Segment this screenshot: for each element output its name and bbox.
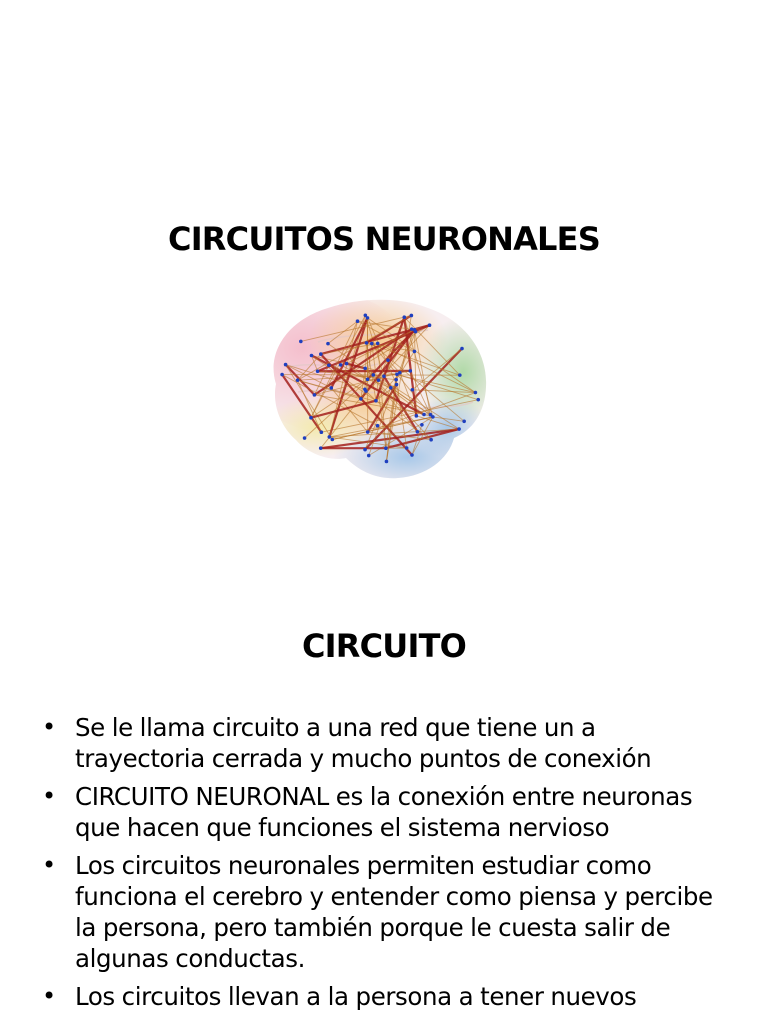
bullet-icon: • xyxy=(42,851,56,879)
network-node xyxy=(328,435,332,439)
bullet-icon: • xyxy=(42,713,56,741)
network-node xyxy=(386,358,390,362)
network-node xyxy=(331,438,335,442)
network-node xyxy=(410,453,414,457)
slide-title: CIRCUITOS NEURONALES xyxy=(168,220,600,258)
network-node xyxy=(280,373,284,377)
network-node xyxy=(416,430,420,434)
network-node xyxy=(395,383,399,387)
network-node xyxy=(429,438,433,442)
network-node xyxy=(429,413,433,417)
network-node xyxy=(408,369,412,373)
network-node xyxy=(428,323,432,327)
bullet-icon: • xyxy=(42,982,56,1010)
network-node xyxy=(413,350,417,354)
bullet-item xyxy=(42,712,732,774)
network-node xyxy=(363,387,367,391)
network-node xyxy=(326,342,330,346)
network-node xyxy=(411,388,415,392)
slide-title: CIRCUITO xyxy=(301,627,467,665)
network-node xyxy=(319,446,323,450)
network-node xyxy=(365,341,369,345)
network-node xyxy=(415,414,419,418)
network-node xyxy=(345,362,349,366)
bullet-icon: • xyxy=(42,782,56,810)
network-node xyxy=(398,371,402,375)
bullet-list xyxy=(42,712,732,1019)
network-node xyxy=(405,446,409,450)
network-node xyxy=(299,340,303,344)
network-node xyxy=(410,327,414,331)
network-node xyxy=(370,342,374,346)
network-node xyxy=(376,342,380,346)
network-node xyxy=(377,378,381,382)
network-node xyxy=(457,427,461,431)
network-node xyxy=(420,423,424,427)
network-node xyxy=(313,393,317,397)
bullet-item xyxy=(42,781,732,843)
bullet-text: Los circuitos llevan a la persona a tener nuevos xyxy=(75,982,637,1011)
network-node xyxy=(359,397,363,401)
network-node xyxy=(356,319,360,323)
network-node xyxy=(316,369,320,373)
network-node xyxy=(310,354,314,358)
content-slide xyxy=(0,576,768,1024)
network-node xyxy=(363,448,367,452)
network-node xyxy=(372,373,376,377)
network-node xyxy=(284,363,288,367)
network-node xyxy=(402,315,406,319)
network-node xyxy=(414,330,418,334)
network-node xyxy=(422,413,426,417)
bullet-item xyxy=(42,850,732,974)
network-node xyxy=(374,399,378,403)
network-node xyxy=(474,391,478,395)
bullet-item xyxy=(42,981,732,1012)
bullet-text: CIRCUITO NEURONAL es la conexión entre neuronas que hacen que funciones el sistema nervioso xyxy=(75,782,693,842)
network-node xyxy=(319,352,323,356)
brain-network-image xyxy=(258,292,494,484)
network-node xyxy=(376,424,380,428)
network-node xyxy=(366,378,370,382)
brain-surface xyxy=(258,292,494,484)
network-node xyxy=(367,454,371,458)
network-node xyxy=(389,386,393,390)
network-node xyxy=(462,420,466,424)
bullet-text: Los circuitos neuronales permiten estudiar como funciona el cerebro y entender como piensa y percibe la persona, pero también porque le cuesta salir de algunas conductas. xyxy=(75,851,713,973)
network-node xyxy=(296,378,300,382)
network-node xyxy=(410,314,414,318)
network-node xyxy=(366,430,370,434)
bullet-text: Se le llama circuito a una red que tiene un a trayectoria cerrada y mucho puntos de conexión xyxy=(75,713,652,773)
network-node xyxy=(329,386,333,390)
network-node xyxy=(364,313,368,317)
network-node xyxy=(309,416,313,420)
network-node xyxy=(394,378,398,382)
network-node xyxy=(476,398,480,402)
network-node xyxy=(303,436,307,440)
network-node xyxy=(458,373,462,377)
network-node xyxy=(363,367,367,371)
network-node xyxy=(339,363,343,367)
network-node xyxy=(460,347,464,351)
network-node xyxy=(384,446,388,450)
network-node xyxy=(382,374,386,378)
network-node xyxy=(327,363,331,367)
network-node xyxy=(385,460,389,464)
network-node xyxy=(320,430,324,434)
